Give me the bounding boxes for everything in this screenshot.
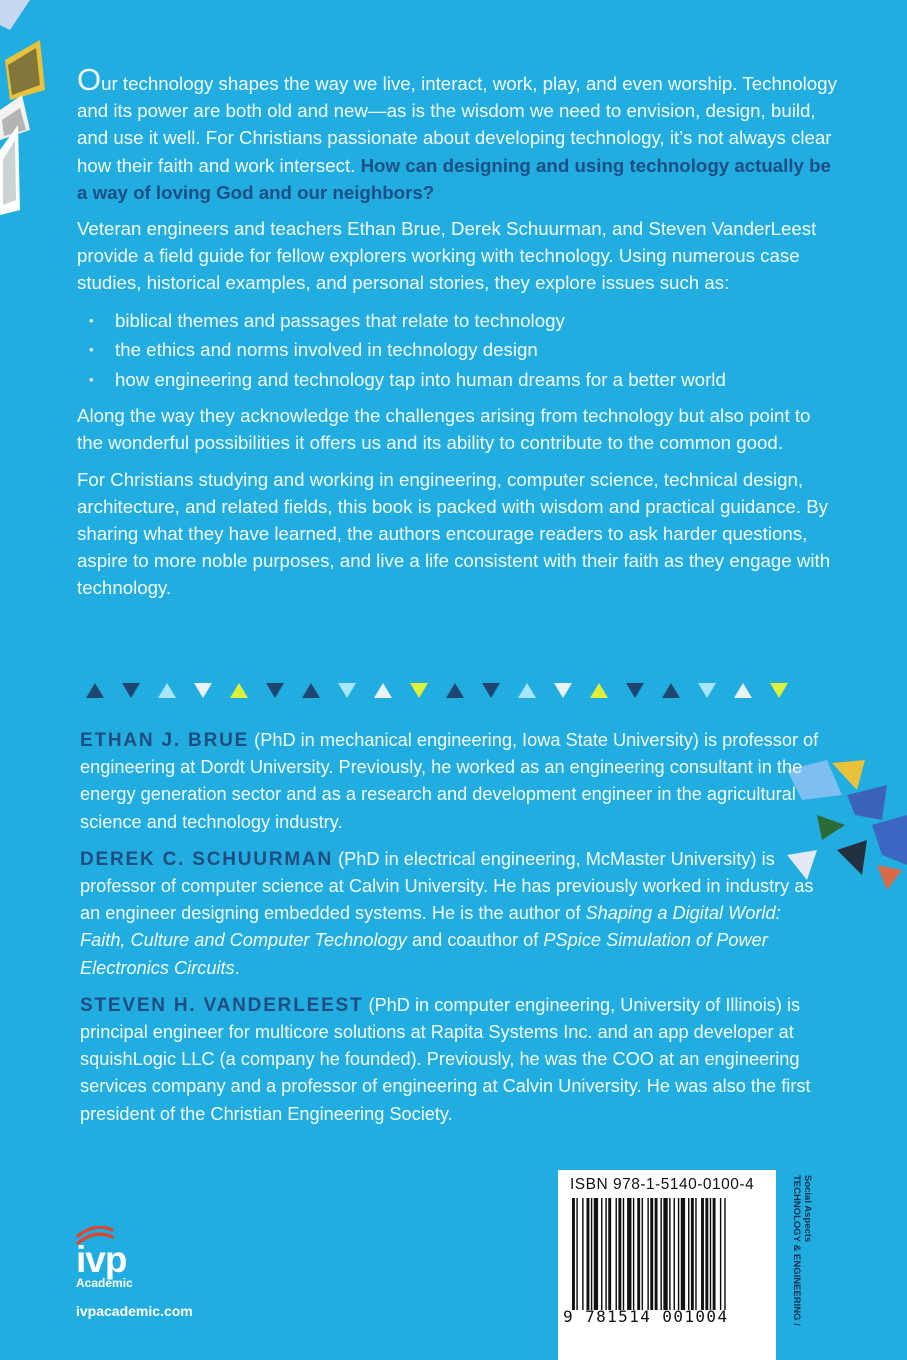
list-item: • the ethics and norms involved in technology design [77,335,837,365]
barcode-bar [669,1198,670,1310]
blurb-intro-text: ur technology shapes the way we live, interact, work, play, and even worship. Technology and its power are both old and new—as is the wisdom we need to envision, design, build, and use it well. For Christians passionate about developing technology, it’s not always clear how their faith and work intersect. [77,73,837,176]
divider-triangle [122,683,140,698]
blurb-paragraph-2: Veteran engineers and teachers Ethan Brue, Derek Schuurman, and Steven VanderLeest provide a field guide for fellow explorers working with technology. Using numerous case studies, historical examples, and personal stories, they explore issues such as: [77,218,817,294]
barcode-bar [710,1198,711,1310]
barcode-bar [650,1198,653,1310]
bio-text: (PhD in electrical engineering, McMaster University) is professor of computer science at Calvin University. He has previously worked in industry as an engineer designing embedded systems. He is the author of [80,848,814,924]
barcode-bar [720,1198,721,1310]
barcode-bar [674,1198,675,1310]
blurb-paragraph-4: For Christians studying and working in engineering, computer science, technical design, architecture, and related fields, this book is packed with wisdom and practical guidance. By sharing what they have learned, the authors encourage readers to ask harder questions, aspire to more noble purposes, and live a life consistent with their faith as they engage with technology. [77,468,831,599]
collage-decoration-top-left [0,0,60,220]
barcode-bar [572,1198,575,1310]
barcode-bar [701,1198,704,1310]
logo-wordmark: ivp [76,1239,127,1280]
divider-triangle [410,683,428,698]
divider-triangle [518,683,536,698]
barcode-bar [691,1198,694,1310]
back-cover-blurb [77,62,837,611]
divider-triangle [230,683,248,698]
divider-triangle [446,683,464,698]
barcode-bar [647,1198,648,1310]
bio-text: (PhD in mechanical engineering, Iowa State University) is professor of engineering at Dordt University. Previously, he worked as an engineering consultant in the energy generation sector and as a research and development engineer in the agricultural science and technology industry. [80,730,819,832]
divider-triangle [590,683,608,698]
barcode-bar [705,1198,708,1310]
barcode-bar [663,1198,667,1310]
list-item: • biblical themes and passages that relate to technology [77,306,837,336]
author-name: STEVEN H. VANDERLEEST [80,994,364,1016]
barcode-bar [655,1198,658,1310]
barcode-bar [608,1198,611,1310]
triangle-divider [86,683,788,698]
blurb-paragraph-3: Along the way they acknowledge the challenges arising from technology but also point to the wonderful possibilities it offers us and its ability to contribute to the common good. [77,405,811,454]
bio-text: and coauthor of [406,930,544,951]
logo-subtitle: Academic [76,1276,133,1290]
barcode-bar [695,1198,696,1310]
bio-steven-vanderleest [80,992,825,1128]
bio-derek-schuurman [80,846,825,982]
drop-cap: O [77,62,102,97]
divider-triangle [770,683,788,698]
barcode-bar [633,1198,634,1310]
divider-triangle [626,683,644,698]
blurb-intro [77,62,837,206]
barcode-bar [582,1198,583,1310]
divider-triangle [338,683,356,698]
barcode-bar [627,1198,631,1310]
author-name: ETHAN J. BRUE [80,730,250,751]
bisac-category [784,1173,824,1353]
ivp-academic-logo [76,1226,133,1290]
bio-text: . [234,957,240,978]
blurb-question: How can designing and using technology actually be a way of loving God and our neighbors? [77,154,831,203]
divider-triangle [698,683,716,698]
divider-triangle [482,683,500,698]
barcode-bar [713,1198,716,1310]
divider-triangle [554,683,572,698]
barcode-bars [572,1198,762,1310]
divider-triangle [194,683,212,698]
barcode-bar [594,1198,598,1310]
issues-list [77,306,837,395]
book-title: PSpice Simulation of Power Electronics Circuits [80,930,768,978]
category-line-1: TECHNOLOGY & ENGINEERING / [791,1175,802,1326]
barcode-bar [605,1198,606,1310]
barcode-box [558,1170,776,1360]
list-item: • how engineering and technology tap into human dreams for a better world [77,365,837,395]
barcode-bar [681,1198,685,1310]
author-name: DEREK C. SCHUURMAN [80,848,334,870]
divider-triangle [86,683,104,698]
author-bios [80,727,825,1138]
barcode-bar [642,1198,643,1310]
barcode-bar [637,1198,640,1310]
barcode-bar [724,1198,725,1310]
divider-triangle [734,683,752,698]
barcode-bar [623,1198,624,1310]
barcode-bar [678,1198,679,1310]
divider-triangle [302,683,320,698]
barcode-bar [688,1198,689,1310]
book-title: Shaping a Digital World: Faith, Culture and Computer Technology [80,903,781,951]
barcode-bar [576,1198,577,1310]
barcode-digits: 9 781514 001004 [563,1307,729,1326]
divider-triangle [266,683,284,698]
bio-text: (PhD in computer engineering, University of Illinois) is principal engineer for multicore solutions at Rapita Systems Inc. and an app developer at squishLogic LLC (a company he founded). Previously, he was the COO at an engineering services company and a professor of engineering at Calvin University. He was also the first president of the Christian Engineering Society. [80,994,811,1124]
divider-triangle [662,683,680,698]
publisher-website: ivpacademic.com [76,1303,193,1319]
barcode-bar [591,1198,592,1310]
barcode-bar [660,1198,661,1310]
barcode-bar [616,1198,617,1310]
barcode-bar [587,1198,590,1310]
category-line-2: Social Aspects [802,1175,813,1243]
bio-ethan-brue [80,727,825,836]
divider-triangle [158,683,176,698]
barcode-bar [601,1198,602,1310]
isbn-number: ISBN 978-1-5140-0100-4 [570,1176,755,1193]
divider-triangle [374,683,392,698]
barcode-bar [618,1198,621,1310]
